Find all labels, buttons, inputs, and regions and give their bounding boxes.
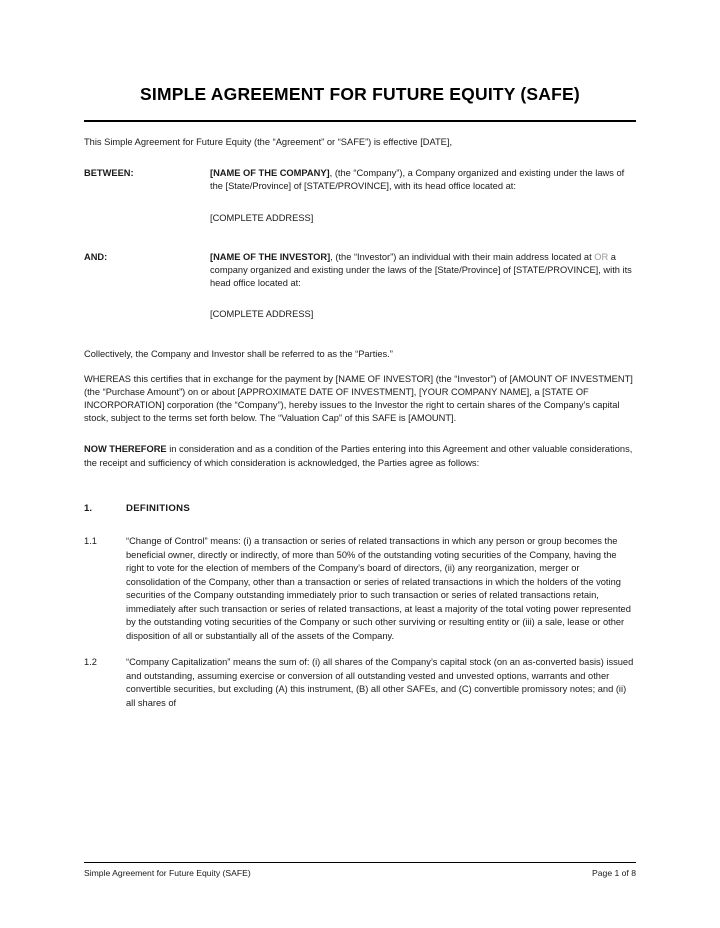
page-title: SIMPLE AGREEMENT FOR FUTURE EQUITY (SAFE)	[140, 84, 580, 104]
party-between-label: BETWEEN:	[84, 168, 134, 179]
intro-paragraph: This Simple Agreement for Future Equity (the “Agreement” or “SAFE”) is effective [DATE],	[84, 137, 453, 147]
investor-description-2: a company organized and existing under the laws of the [State/Province] of [STATE/PROVINCE], with its head office located at:	[210, 251, 632, 289]
page-footer	[84, 868, 636, 878]
party-and-label: AND:	[84, 251, 108, 262]
now-therefore-rest: in consideration and as a condition of the Parties entering into this Agreement and other valuable considerations, the receipt and sufficiency of which consideration is acknowledged, the Parties agree as follows:	[84, 444, 633, 468]
clause-number: 1.1	[84, 536, 97, 547]
section-title: DEFINITIONS	[126, 502, 191, 514]
spacer	[84, 296, 636, 308]
now-therefore-lead: NOW THEREFORE	[84, 444, 167, 455]
company-address: [COMPLETE ADDRESS]	[210, 212, 314, 223]
footer-page-number: Page 1 of 8	[592, 868, 636, 878]
company-name-placeholder: [NAME OF THE COMPANY]	[210, 168, 330, 179]
party-between-body	[210, 167, 636, 193]
company-description: , (the “Company”), a Company organized and existing under the laws of the [State/Province] of [STATE/PROVINCE], with its head office located at:	[210, 168, 625, 192]
spacer	[84, 200, 636, 212]
whereas-paragraph: WHEREAS this certifies that in exchange for the payment by [NAME OF INVESTOR] (the “Investor”) of [AMOUNT OF INVESTMENT] (the “Purchase Amount”) on or about [APPROXIMATE DATE OF INVESTMENT], [YOUR COMPANY NAME], a [STATE OF INCORPORATION] corporation (the “Company”), hereby issues to the Investor the right to certain shares of the Company’s capital stock, subject to the terms set forth below. The “Valuation Cap” of this SAFE is [AMOUNT].	[84, 373, 633, 424]
investor-or-marker: OR	[594, 251, 609, 262]
footer-divider	[84, 862, 636, 863]
title-divider	[84, 120, 636, 122]
clause-text: “Change of Control” means: (i) a transaction or series of related transactions in which any person or group becomes the beneficial owner, directly or indirectly, of more than 50% of the outstanding voting securities of the Company, having the right to vote for the election of members of the Company’s board of directors, (ii) any reorganization, merger or consolidation of the Company, other than a transaction or series of related transactions in which the holders of the voting securities of the Company outstanding immediately prior to such transaction or series of related transactions retain, immediately after such transaction or series of related transactions, at least a majority of the total voting power represented by the outstanding voting securities of the Company or such other surviving or resulting entity or (iii) a sale, lease or other disposition of all or substantially all of the assets of the Company.	[126, 536, 631, 641]
spacer	[84, 328, 636, 348]
investor-name-placeholder: [NAME OF THE INVESTOR]	[210, 251, 331, 262]
now-therefore-paragraph	[84, 443, 636, 469]
page-sheet	[84, 0, 636, 928]
spacer	[84, 482, 636, 502]
investor-description-1: , (the “Investor”) an individual with their main address located at	[330, 251, 595, 262]
clause-1-1	[84, 535, 636, 643]
footer-document-name: Simple Agreement for Future Equity (SAFE)	[84, 868, 251, 878]
clause-text: “Company Capitalization” means the sum of: (i) all shares of the Company’s capital stock (on an as-converted basis) issued and outstanding, assuming exercise or conversion of all outstanding vested and unvested options, warrants and other convertible securities, but excluding (A) this instrument, (B) all other SAFEs, and (C) convertible promissory notes; and (ii) all shares of	[126, 657, 634, 708]
collectively-paragraph: Collectively, the Company and Investor shall be referred to as the “Parties.”	[84, 348, 393, 359]
clause-1-2	[84, 656, 636, 710]
document-body	[84, 136, 636, 723]
section-number: 1.	[84, 502, 93, 514]
investor-address: [COMPLETE ADDRESS]	[210, 309, 314, 320]
clause-number: 1.2	[84, 657, 97, 668]
party-and-body	[210, 251, 636, 291]
party-between-row	[84, 167, 636, 193]
party-and-row	[84, 251, 636, 291]
spacer	[84, 231, 636, 251]
section-heading-definitions	[84, 502, 636, 516]
